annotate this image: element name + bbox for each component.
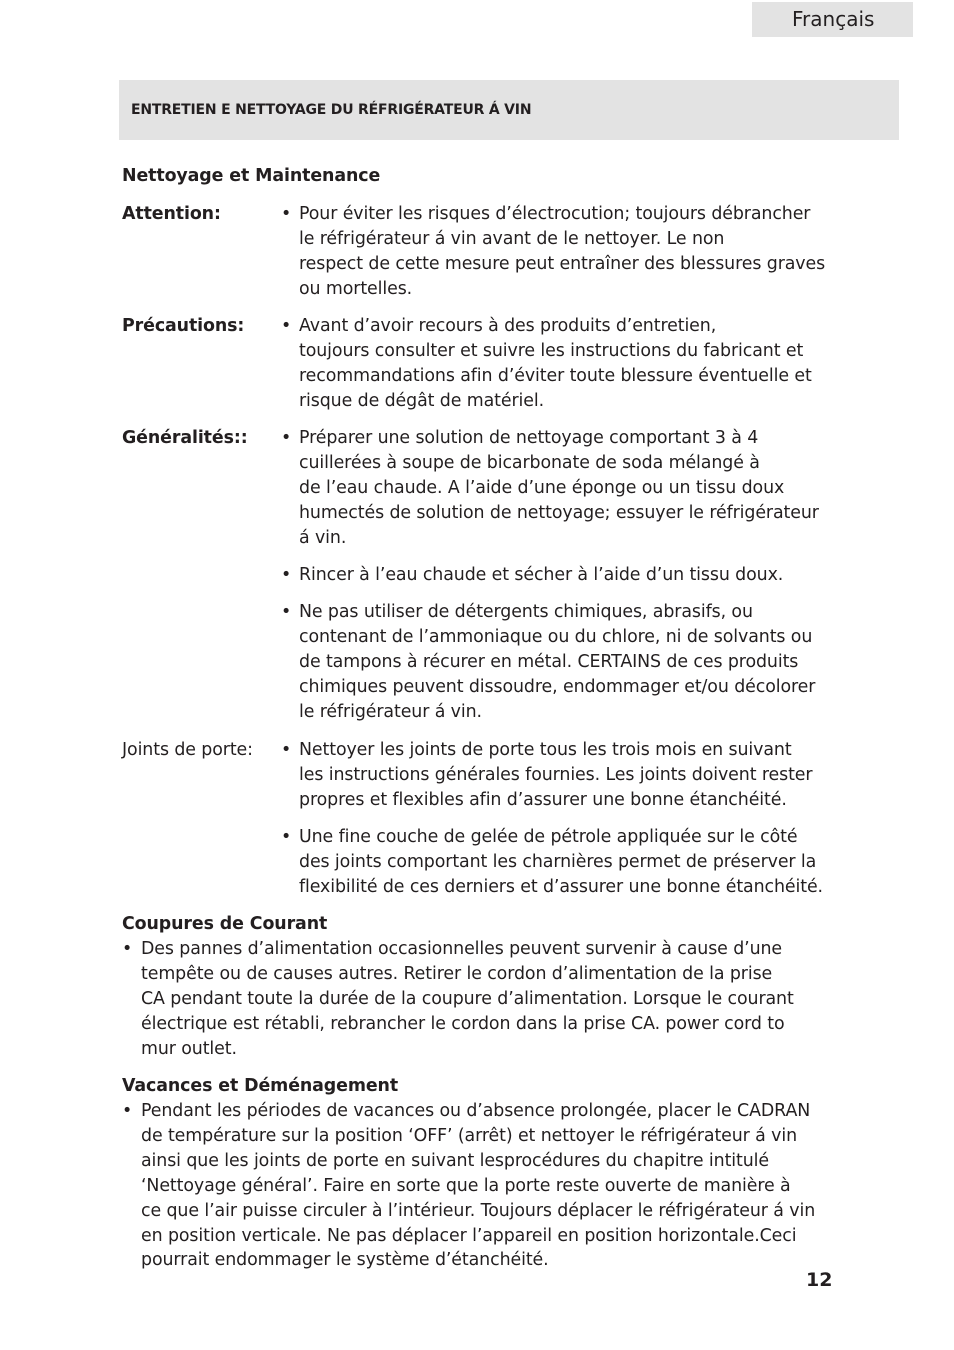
bullet-icon: • (281, 204, 292, 224)
gaskets-item: Nettoyer les joints de porte tous les trois mois en suivant les instructions générales fournies. Les joints doivent rester propres et flexibles afin d’assurer une bonne étanchéité. (299, 740, 813, 810)
gaskets-label: Joints de porte: (122, 740, 253, 760)
attention-text: Pour éviter les risques d’électrocution; toujours débrancher le réfrigérateur á vin avant de le nettoyer. Le non respect de cette mesure peut entraîner des blessures graves ou mortelles. (299, 204, 826, 299)
section-heading-cleaning: Nettoyage et Maintenance (122, 166, 381, 186)
bullet-icon: • (281, 316, 292, 336)
precautions-label: Précautions: (122, 316, 245, 336)
vacation-text: Pendant les périodes de vacances ou d’absence prolongée, placer le CADRAN de température sur la position ‘OFF’ (arrêt) et nettoyer le réfrigérateur á vin ainsi que les joints de porte en suivant lesprocédures du chapitre intitulé ‘Nettoyage général’. Faire en sorte que la porte reste ouverte de manière à ce que l’air puisse circuler à l’intérieur. Toujours déplacer le réfrigérateur á vin en position verticale. Ne pas déplacer l’appareil en position horizontale.Ceci pourrait endommager le système d’étanchéité. (141, 1101, 816, 1271)
bullet-icon: • (281, 740, 292, 760)
general-label: Généralités:: (122, 428, 248, 448)
section-heading-power: Coupures de Courant (122, 914, 328, 934)
page-title: ENTRETIEN E NETTOYAGE DU RÉFRIGÉRATEUR Á VIN (131, 102, 532, 118)
general-item: Ne pas utiliser de détergents chimiques, abrasifs, ou contenant de l’ammoniaque ou du chlore, ni de solvants ou de tampons à récurer en métal. CERTAINS de ces produits chimiques peuvent dissoudre, endommager et/ou décolorer le réfrigérateur á vin. (299, 602, 816, 722)
bullet-icon: • (281, 602, 292, 622)
power-text: Des pannes d’alimentation occasionnelles peuvent survenir à cause d’une tempête ou de causes autres. Retirer le cordon d’alimentation de la prise CA pendant toute la durée de la coupure d’alimentation. Lorsque le courant électrique est rétabli, rebrancher le cordon dans la prise CA. power cord to mur outlet. (141, 939, 794, 1059)
gaskets-item: Une fine couche de gelée de pétrole appliquée sur le côté des joints comportant les charnières permet de préserver la flexibilité de ces derniers et d’assurer une bonne étanchéité. (299, 827, 823, 897)
bullet-icon: • (122, 939, 133, 959)
bullet-icon: • (281, 428, 292, 448)
general-item: Préparer une solution de nettoyage comportant 3 à 4 cuillerées à soupe de bicarbonate de soda mélangé à de l’eau chaude. A l’aide d’une éponge ou un tissu doux humectés de solution de nettoyage; essuyer le réfrigérateur á vin. (299, 428, 819, 548)
language-tab: Français (752, 2, 913, 37)
page-number: 12 (806, 1269, 833, 1291)
precautions-text: Avant d’avoir recours à des produits d’entretien, toujours consulter et suivre les instructions du fabricant et recommandations afin d’éviter toute blessure éventuelle et risque de dégât de matériel. (299, 316, 812, 411)
attention-label: Attention: (122, 204, 221, 224)
bullet-icon: • (281, 565, 292, 585)
bullet-icon: • (281, 827, 292, 847)
bullet-icon: • (122, 1101, 133, 1121)
title-bar (119, 80, 899, 140)
general-item: Rincer à l’eau chaude et sécher à l’aide d’un tissu doux. (299, 565, 784, 585)
section-heading-vacation: Vacances et Déménagement (122, 1076, 399, 1096)
